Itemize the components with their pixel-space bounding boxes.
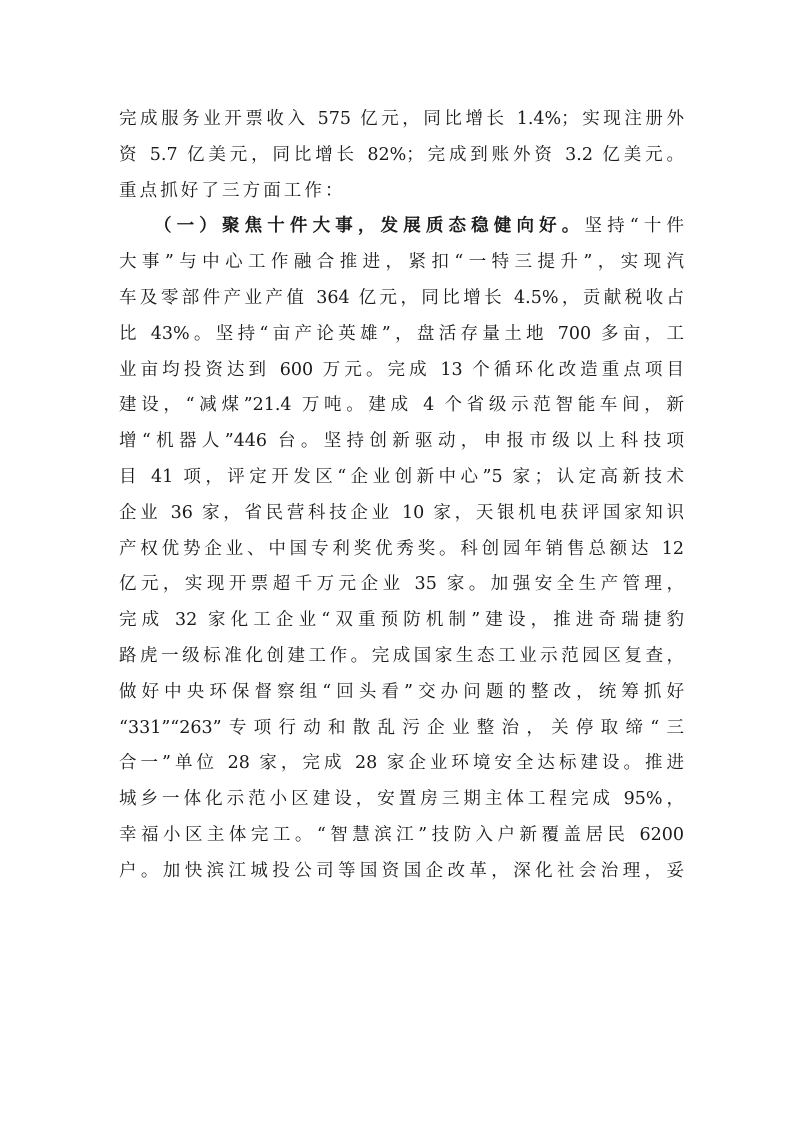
document-page bbox=[119, 102, 684, 890]
paragraph-line: 亿元，实现开票超千万元企业 35 家。加强安全生产管理， bbox=[119, 574, 684, 595]
paragraph-line: 户。加快滨江城投公司等国资国企改革，深化社会治理，妥 bbox=[119, 860, 684, 881]
paragraph-line: 完成 32 家化工企业“双重预防机制”建设，推进奇瑞捷豹 bbox=[119, 610, 684, 631]
paragraph-line: 城乡一体化示范小区建设，安置房三期主体工程完成 95%， bbox=[119, 789, 684, 810]
paragraph-line: 比 43%。坚持“亩产论英雄”，盘活存量土地 700 多亩，工 bbox=[119, 323, 684, 344]
paragraph-line: 业亩均投资达到 600 万元。完成 13 个循环化改造重点项目 bbox=[119, 359, 684, 380]
paragraph-line: 建设，“减煤”21.4 万吨。建成 4 个省级示范智能车间，新 bbox=[119, 395, 684, 416]
paragraph-line: 大事”与中心工作融合推进，紧扣“一特三提升”，实现汽 bbox=[119, 252, 684, 273]
paragraph-line: 做好中央环保督察组“回头看”交办问题的整改，统筹抓好 bbox=[119, 681, 684, 702]
paragraph-line: 路虎一级标准化创建工作。完成国家生态工业示范园区复查， bbox=[119, 645, 684, 666]
section-heading-line bbox=[119, 209, 684, 245]
paragraph-line: 合一”单位 28 家，完成 28 家企业环境安全达标建设。推进 bbox=[119, 753, 684, 774]
paragraph-line: 完成服务业开票收入 575 亿元，同比增长 1.4%；实现注册外 bbox=[119, 109, 684, 129]
paragraph-text: 坚持“十件 bbox=[584, 216, 685, 237]
paragraph-line: 重点抓好了三方面工作： bbox=[119, 180, 346, 201]
section-heading: （一）聚焦十件大事，发展质态稳健向好。 bbox=[154, 216, 585, 237]
paragraph-line: 幸福小区主体完工。“智慧滨江”技防入户新覆盖居民 6200 bbox=[119, 824, 684, 845]
paragraph-line: 产权优势企业、中国专利奖优秀奖。科创园年销售总额达 12 bbox=[119, 538, 684, 559]
paragraph-line: 企业 36 家，省民营科技企业 10 家，天银机电获评国家知识 bbox=[119, 502, 684, 523]
paragraph-line: 增“机器人”446 台。坚持创新驱动，申报市级以上科技项 bbox=[119, 431, 684, 452]
paragraph-line: 目 41 项，评定开发区“企业创新中心”5 家；认定高新技术 bbox=[119, 466, 684, 487]
paragraph-line: 车及零部件产业产值 364 亿元，同比增长 4.5%，贡献税收占 bbox=[119, 287, 684, 308]
paragraph-line: “331”“263”专项行动和散乱污企业整治，关停取缔“三 bbox=[119, 717, 684, 738]
paragraph-line: 资 5.7 亿美元，同比增长 82%；完成到账外资 3.2 亿美元。 bbox=[119, 144, 684, 165]
